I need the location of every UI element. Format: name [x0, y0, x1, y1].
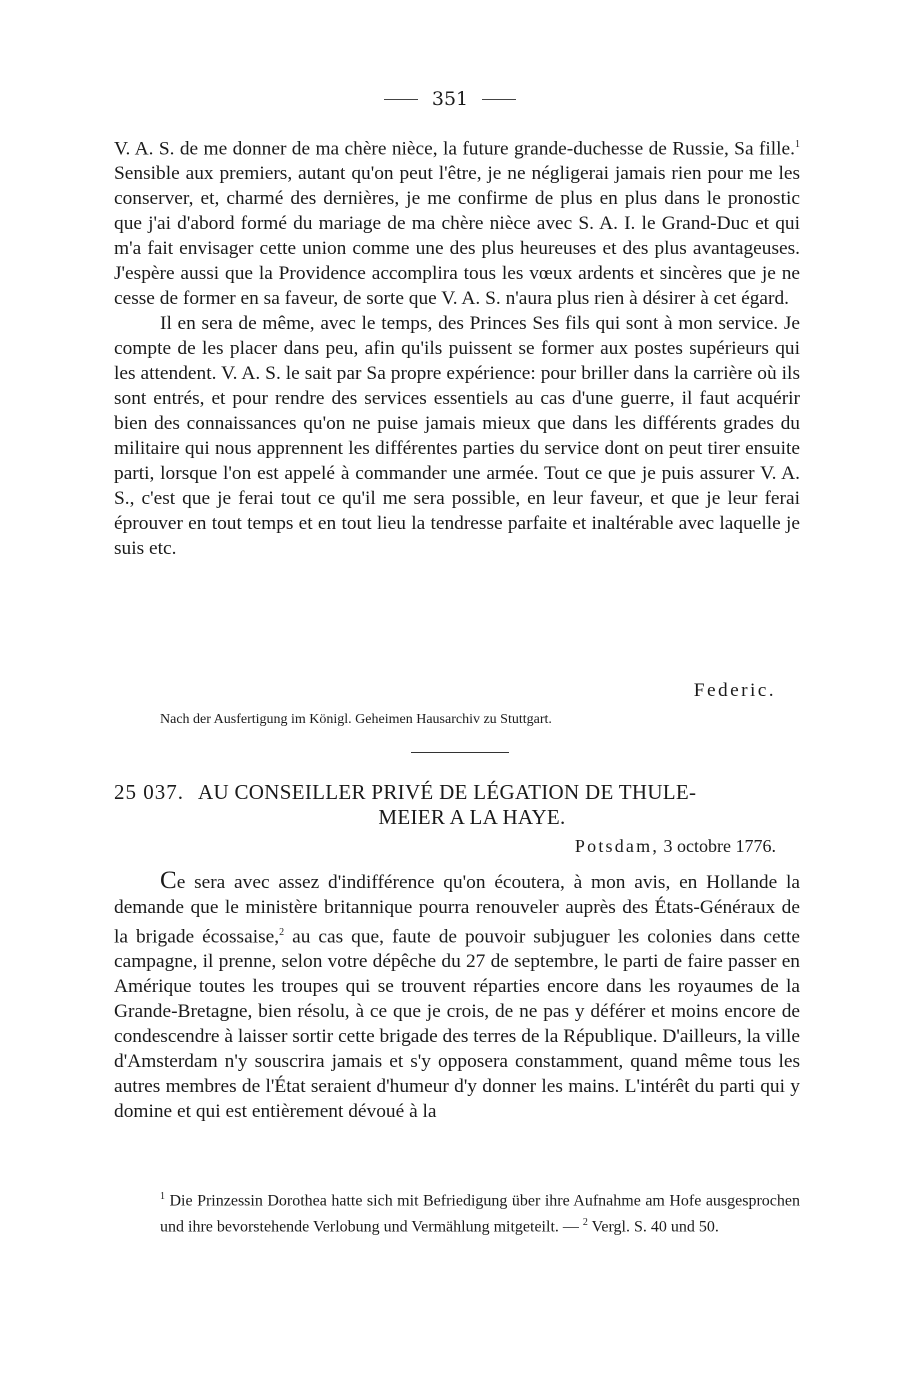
letter-number: 25 037. [114, 780, 184, 804]
header-rule-right [482, 99, 516, 100]
letter-continuation [114, 132, 800, 561]
letter-text-a: e sera avec assez d'indifférence qu'on écoutera, à mon avis, en Hollande la demande que le ministère britannique pourra renouveler auprès des États-Généraux de la brigade écossaise, [114, 872, 800, 948]
footnote-1-marker: 1 [160, 1191, 165, 1202]
paragraph-2: Il en sera de même, avec le temps, des Princes Ses fils qui sont à mon service. Je compte de les placer dans peu, afin qu'ils puissent se former aux postes supérieurs qui les attendent. V. A. S. le sait par Sa propre expérience: pour briller dans la carrière où ils sont entrés, et pour rendre des services essentiels au cas d'une guerre, il faut acquérir bien des connaissances qu'on ne puise jamais mieux que dans les différents grades du militaire qui nous apprennent les différentes parties du service dont on peut tirer ensuite parti, lorsque l'on est appelé à commander une armée. Tout ce que je puis assurer V. A. S., c'est que je ferai tout ce qu'il me sera possible, en leur faveur, et que je leur ferai éprouver en tout temps et en tout lieu la tendresse parfaite et inaltérable avec laquelle je suis etc. [114, 313, 800, 560]
footnote-ref-2: 2 [279, 927, 285, 938]
date-place: Potsdam, [574, 836, 660, 856]
section-divider [411, 752, 509, 753]
dropcap: C [160, 867, 177, 894]
header-rule-left [384, 99, 418, 100]
footnote-1-text: Die Prinzessin Dorothea hatte sich mit Befriedigung über ihre Aufnahme am Hofe ausgesprochen und ihre bevorstehende Verlobung und Vermählung mitgeteilt. — [160, 1192, 800, 1236]
date-day: 3 octobre 1776. [659, 836, 776, 856]
footnote-2-marker: 2 [582, 1217, 588, 1229]
page-number: 351 [431, 88, 469, 110]
letter-heading [114, 780, 804, 830]
letter-text-b: au cas que, faute de pouvoir subjuguer les colonies dans cette campagne, il prenne, selon votre dépêche du 27 de septembre, le parti de faire passer en Amérique toutes les troupes qui se trouvent réparties encore dans les royaumes de la Grande-Bretagne, bien résolu, à ce que je crois, de ne pas y déférer et moins encore de condescendre à laisser sortir cette brigade des terres de la République. D'ailleurs, la ville d'Amsterdam n'y souscrira jamais et s'y opposera constamment, quand même tous les autres membres de l'État seraient d'humeur d'y donner les mains. L'intérêt du parti qui y domine et qui est entièrement dévoué à la [114, 926, 800, 1123]
signature: Federic. [693, 680, 776, 701]
footnote-ref-1: 1 [795, 139, 800, 150]
page-header [0, 88, 900, 110]
source-note: Nach der Ausfertigung im Königl. Geheimen Hausarchiv zu Stuttgart. [160, 712, 552, 727]
paragraph-1-continuation: Sensible aux premiers, autant qu'on peut l'être, je ne négligerai jamais rien pour me les conserver, et, charmé des dernières, je me confirme de plus en plus dans le pronostic que j'ai d'abord formé du mariage de ma chère nièce avec S. A. I. le Grand-Duc et qui m'a fait envisager cette union comme une des plus heureuses et des plus avantageuses. J'espère aussi que la Providence accomplira tous les vœux ardents et sincères que je ne cesse de former en sa faveur, de sorte que V. A. S. n'aura plus rien à désirer à cet égard. [114, 163, 800, 310]
footnote-2-text: Vergl. S. 40 und 50. [587, 1218, 719, 1236]
paragraph-1 [114, 132, 800, 311]
letter-paragraph [114, 868, 800, 1124]
letter-title-line-2: MEIER A LA HAYE. [378, 805, 566, 829]
letter-title-line-1: AU CONSEILLER PRIVÉ DE LÉGATION DE THULE- [198, 780, 697, 804]
footnotes [160, 1186, 800, 1239]
letter-body [114, 868, 800, 1124]
dateline [575, 836, 776, 857]
paragraph-1-text: V. A. S. de me donner de ma chère nièce, la future grande-duchesse de Russie, Sa fille. [114, 138, 795, 160]
